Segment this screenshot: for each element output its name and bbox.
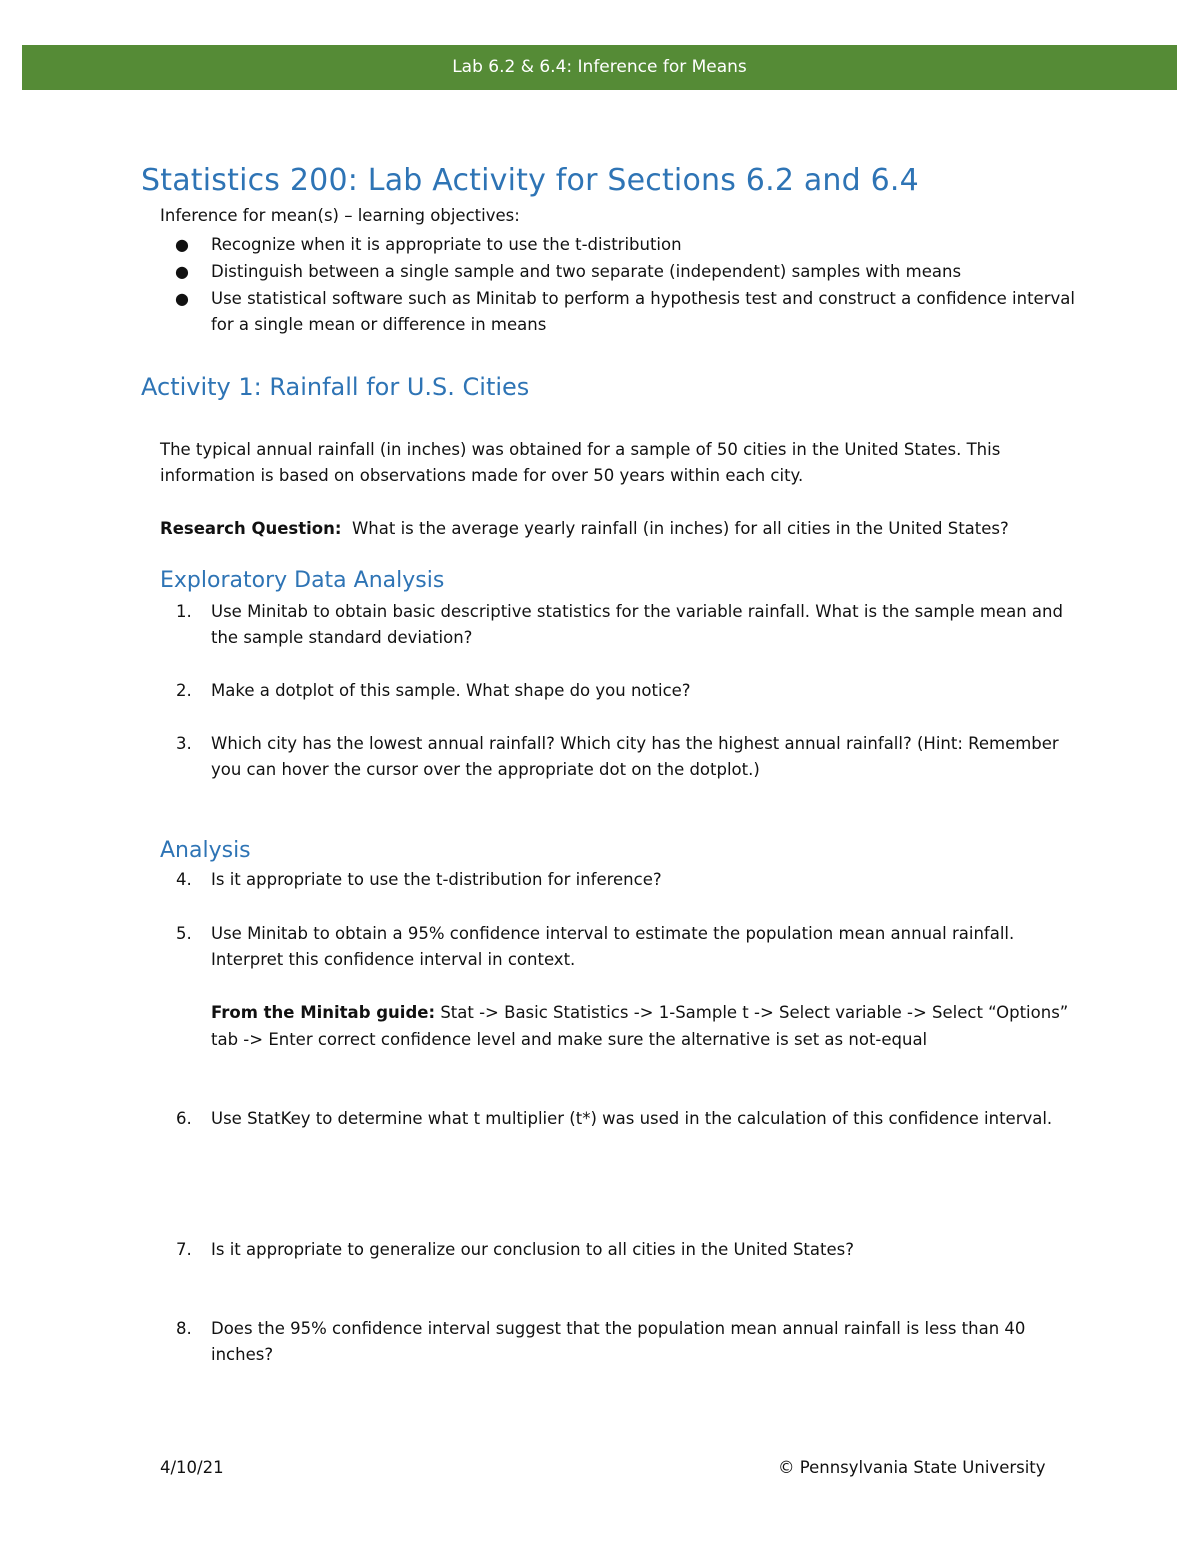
objectives-intro: Inference for mean(s) – learning objectives: <box>160 206 520 225</box>
footer-date: 4/10/21 <box>160 1458 224 1477</box>
question-text: Which city has the lowest annual rainfall? Which city has the highest annual rainfall? (Hint: Remember you can hover the cursor over the appropriate dot on the dotplot.) <box>211 734 1059 779</box>
question-text: Does the 95% confidence interval suggest that the population mean annual rainfall is less than 40 inches? <box>211 1319 1026 1364</box>
eda-heading: Exploratory Data Analysis <box>160 568 445 593</box>
question-text: Use StatKey to determine what t multiplier (t*) was used in the calculation of this confidence interval. <box>211 1109 1053 1128</box>
header-band-text: Lab 6.2 & 6.4: Inference for Means <box>452 57 747 77</box>
question-number: 1. <box>176 602 192 621</box>
question-item <box>160 921 1080 973</box>
question-number: 6. <box>176 1109 192 1128</box>
research-question <box>160 516 1080 542</box>
question-text: Use Minitab to obtain a 95% confidence interval to estimate the population mean annual rainfall. Interpret this confidence interval in context. <box>211 924 1015 969</box>
research-question-label: Research Question: <box>160 519 342 538</box>
question-text: Is it appropriate to generalize our conclusion to all cities in the United States? <box>211 1240 854 1259</box>
question-item <box>160 599 1080 651</box>
minitab-guide-text: Stat -> Basic Statistics -> 1-Sample t -> Select variable -> Select “Options” tab -> Enter correct confidence level and make sure the alternative is set as not-equal <box>211 1003 1069 1049</box>
objectives-list <box>160 232 1080 339</box>
question-item <box>160 731 1080 783</box>
question-item <box>160 1237 1080 1263</box>
question-number: 3. <box>176 734 192 753</box>
question-text: Make a dotplot of this sample. What shape do you notice? <box>211 681 691 700</box>
header-band <box>22 45 1177 90</box>
question-number: 7. <box>176 1240 192 1259</box>
objective-text: Use statistical software such as Minitab to perform a hypothesis test and construct a confidence interval for a single mean or difference in means <box>211 289 1075 334</box>
question-number: 5. <box>176 924 192 943</box>
objective-item <box>160 286 1080 338</box>
question-number: 4. <box>176 870 192 889</box>
activity-description: The typical annual rainfall (in inches) was obtained for a sample of 50 cities in the United States. This information is based on observations made for over 50 years within each city. <box>160 440 1001 485</box>
objective-item <box>160 259 1080 285</box>
footer-copyright: © Pennsylvania State University <box>778 1458 1046 1477</box>
activity-heading: Activity 1: Rainfall for U.S. Cities <box>141 373 530 401</box>
question-item <box>160 867 1080 893</box>
question-number: 2. <box>176 681 192 700</box>
objective-item <box>160 232 1080 258</box>
objective-text: Recognize when it is appropriate to use the t-distribution <box>211 235 682 254</box>
bullet-icon: ● <box>175 289 189 308</box>
page-title: Statistics 200: Lab Activity for Sections 6.2 and 6.4 <box>141 163 919 198</box>
question-item <box>160 1316 1080 1368</box>
question-text: Is it appropriate to use the t-distribution for inference? <box>211 870 662 889</box>
minitab-guide <box>211 999 1091 1053</box>
bullet-icon: ● <box>175 235 189 254</box>
question-item <box>160 678 1080 704</box>
question-text: Use Minitab to obtain basic descriptive statistics for the variable rainfall. What is the sample mean and the sample standard deviation? <box>211 602 1063 647</box>
bullet-icon: ● <box>175 262 189 281</box>
analysis-heading: Analysis <box>160 838 251 863</box>
question-item <box>160 1106 1080 1132</box>
question-number: 8. <box>176 1319 192 1338</box>
minitab-guide-label: From the Minitab guide: <box>211 1003 436 1022</box>
research-question-text: What is the average yearly rainfall (in inches) for all cities in the United States? <box>351 519 1009 538</box>
objective-text: Distinguish between a single sample and two separate (independent) samples with means <box>211 262 962 281</box>
